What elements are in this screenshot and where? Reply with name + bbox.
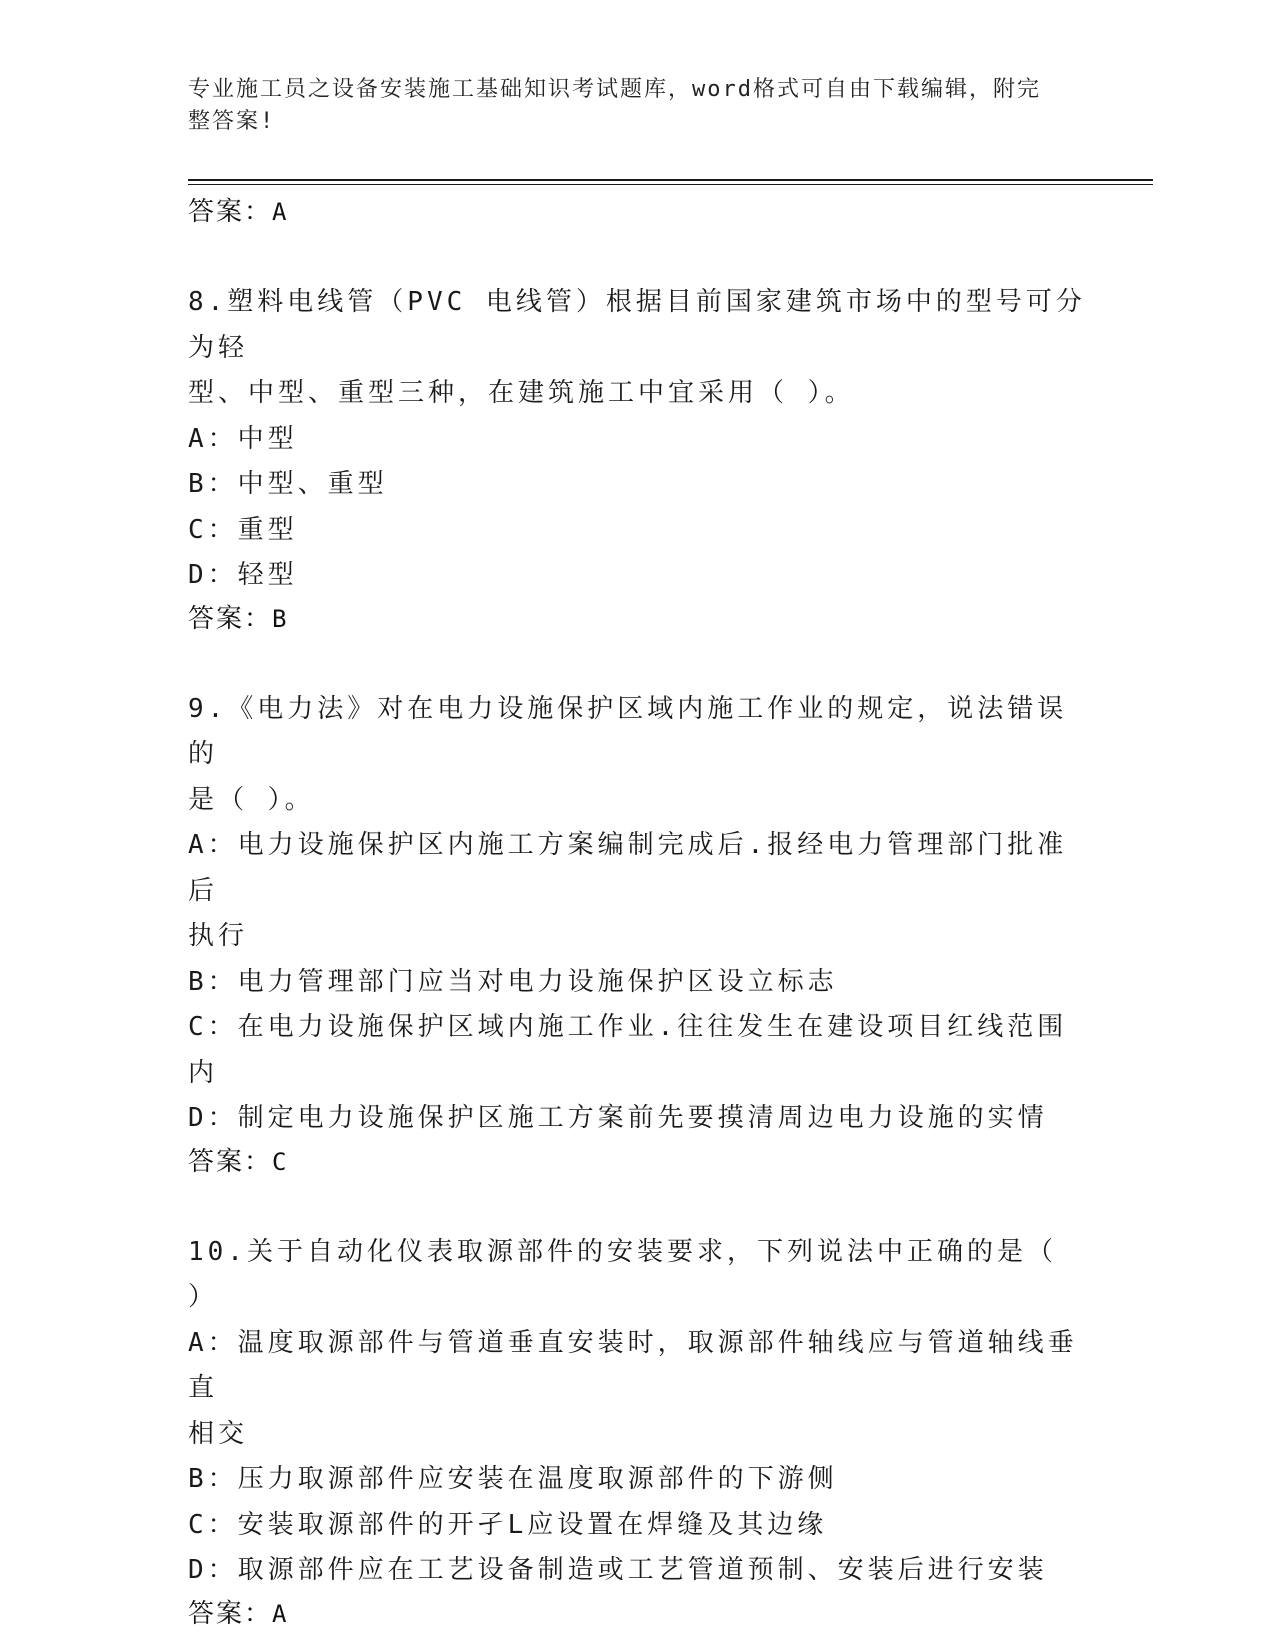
header-line-1: 专业施工员之设备安装施工基础知识考试题库，word格式可自由下载编辑，附完 (188, 77, 1041, 102)
option-a-continued: 执行 (188, 921, 249, 951)
option-a: A：温度取源部件与管道垂直安装时，取源部件轴线应与管道轴线垂直 (188, 1327, 1078, 1403)
option-c: C：重型 (188, 514, 298, 545)
question-block (188, 687, 1088, 1182)
question-stem-line: 是（ ）。 (188, 784, 315, 815)
question-stem-line: 8.塑料电线管（PVC 电线管）根据目前国家建筑市场中的型号可分为轻 (188, 287, 1086, 363)
option-d: D：取源部件应在工艺设备制造或工艺管道预制、安装后进行安装 (188, 1555, 1048, 1585)
answer-label: 答案： (188, 197, 273, 227)
question-stem-line: 10.关于自动化仪表取源部件的安装要求，下列说法中正确的是（ ） (188, 1236, 1057, 1312)
answer-value: A (272, 198, 287, 226)
option-b: B：电力管理部门应当对电力设施保护区设立标志 (188, 966, 838, 997)
document-body (188, 192, 1088, 1634)
option-d: D：轻型 (188, 560, 298, 590)
answer-label: 答案： (188, 1146, 273, 1177)
option-b: B：压力取源部件应安装在温度取源部件的下游侧 (188, 1464, 838, 1494)
header-line-2: 整答案! (188, 109, 276, 134)
answer-value: A (272, 1599, 287, 1628)
answer-value: C (272, 1147, 287, 1176)
answer-line (188, 1142, 1088, 1182)
option-a: A：中型 (188, 423, 298, 454)
document-header (188, 74, 1068, 138)
option-d: D：制定电力设施保护区施工方案前先要摸清周边电力设施的实情 (188, 1103, 1048, 1133)
question-block (188, 1230, 1088, 1634)
option-c: C：安装取源部件的开孑L应设置在焊缝及其边缘 (188, 1509, 828, 1540)
header-rule-thick (188, 179, 1153, 181)
answer-label: 答案： (188, 1598, 273, 1629)
question-stem-line: 9.《电力法》对在电力设施保护区域内施工作业的规定，说法错误的 (188, 693, 1068, 769)
answer-label: 答案： (188, 603, 273, 634)
header-rule-thin (188, 184, 1153, 185)
answer-line (188, 599, 1088, 639)
question-stem-line: 型、中型、重型三种，在建筑施工中宜采用（ ）。 (188, 378, 855, 408)
question-block (188, 280, 1088, 639)
answer-line (188, 192, 1088, 232)
option-c: C：在电力设施保护区域内施工作业.往往发生在建设项目红线范围内 (188, 1012, 1068, 1088)
answer-line (188, 1594, 1088, 1634)
option-b: B：中型、重型 (188, 469, 388, 499)
option-a: A：电力设施保护区内施工方案编制完成后.报经电力管理部门批准后 (188, 830, 1068, 906)
answer-value: B (272, 604, 287, 633)
option-a-continued: 相交 (188, 1418, 249, 1449)
